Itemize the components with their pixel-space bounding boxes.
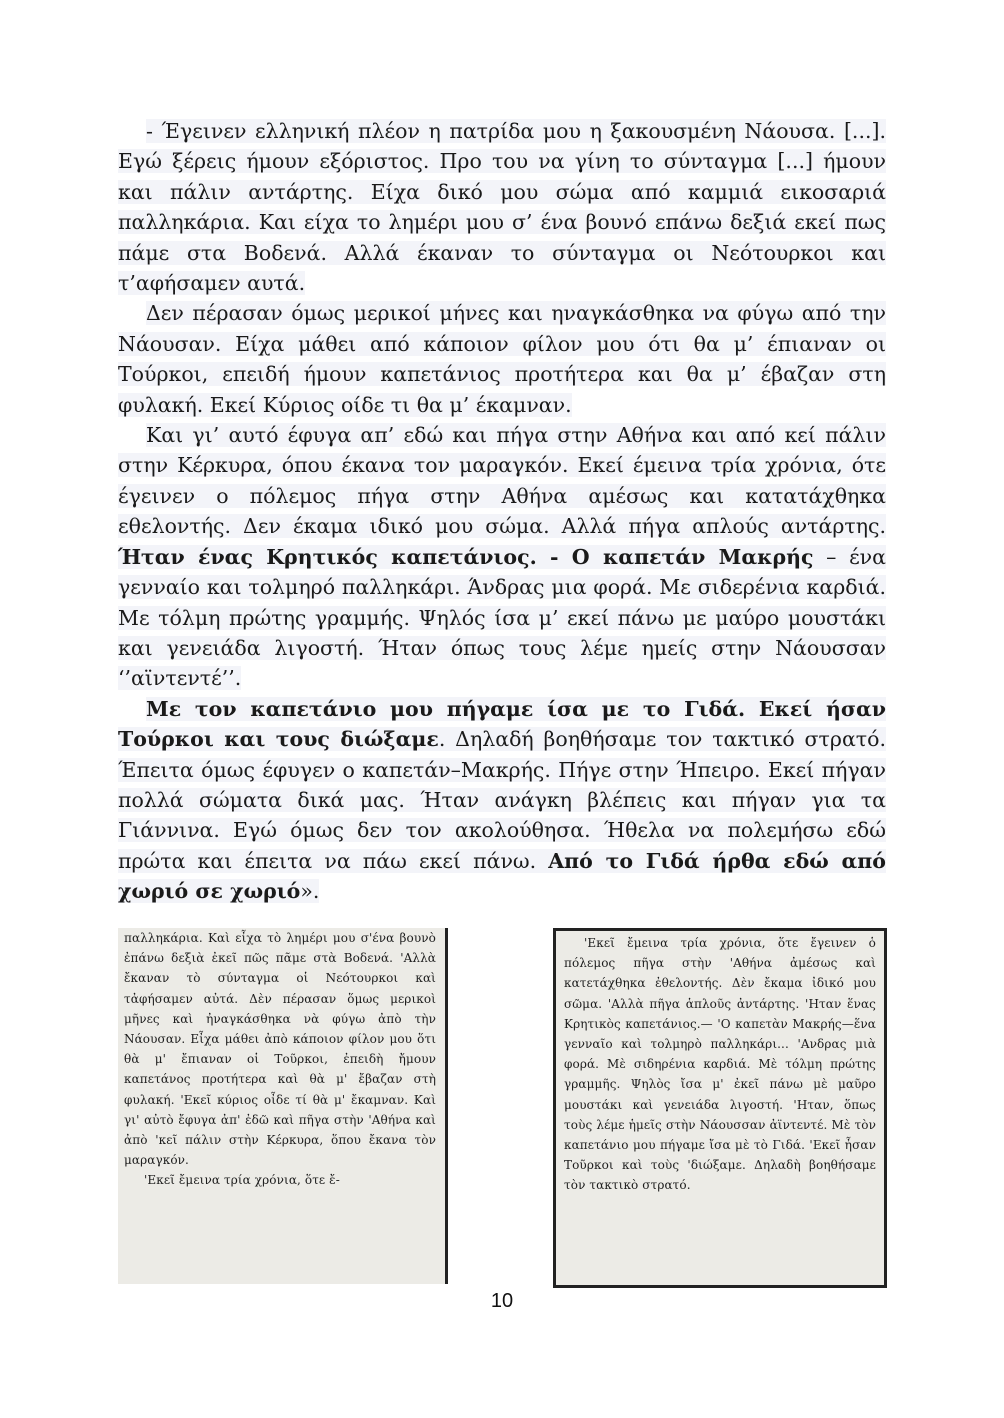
bold-text: Με τον καπετάνιο μου πήγαμε ίσα με το Γιδά. Εκεί ήσαν Τούρκοι και τους διώξαμε [118,696,886,752]
highlighted-text [118,423,886,690]
bold-text: Ήταν ένας Κρητικός καπετάνιος. - Ο καπετάν Μακρής [118,544,814,569]
main-text [118,116,886,907]
text-run: Δεν πέρασαν όμως μερικοί μήνες και ηναγκάσθηκα να φύγω από την Νάουσαν. Είχα μάθει από κάποιον φίλον μου ότι θα μ’ έπιαναν οι Τούρκοι, επειδή ήμουν καπετάνιος προτήτερα και θα μ’ έβαζαν στη φυλακή. Εκεί Κύριος οίδε τι θα μ’ έκαμναν. [118,301,886,417]
page-number: 10 [490,1290,514,1312]
text-run: ». [300,879,320,904]
highlighted-text [118,119,886,295]
newspaper-clipping-left [118,928,448,1284]
paragraph [118,298,886,420]
clipping-left-text-1: παλληκάρια. Καὶ εἶχα τὸ λημέρι μου σ'ένα βουνὸ ἐπάνω δεξιὰ ἐκεῖ πῶς πᾶμε στὰ Βοδενά. 'Αλλὰ ἔκαναν τὸ σύνταγμα οἱ Νεότουρκοι καὶ τἀφήσαμεν αὐτά. Δὲν πέρασαν ὅμως μερικοὶ μῆνες καὶ ἠναγκάσθηκα νὰ φύγω ἀπὸ τὴν Νάουσαν. Εἶχα μάθει ἀπὸ κάποιον φίλον μου ὅτι θὰ μ' ἔπιαναν οἱ Τοῦρκοι, ἐπειδὴ ἤμουν καπετάνος προτήτερα καὶ θὰ μ' ἔβαζαν στὴ φυλακή. 'Εκεῖ κύριος οἶδε τί θὰ μ' ἔκαμναν. Καὶ γι' αὐτὸ ἔφυγα ἀπ' ἐδῶ καὶ πῆγα στὴν 'Αθήνα καὶ ἀπὸ 'κεῖ πάλιν στὴν Κέρκυρα, ὅπου ἔκανα τὸν μαραγκόν. [124,931,436,1168]
text-run: - Έγεινεν ελληνική πλέον η πατρίδα μου η ξακουσμένη Νάουσα. [...]. Εγώ ξέρεις ήμουν εξόριστος. Προ του να γίνη το σύνταγμα [...] ήμουν και πάλιν αντάρτης. Είχα δικό μου σώμα από καμμιά εικοσαριά παλληκάρια. Και είχα το λημέρι μου σ’ ένα βουνό επάνω δεξιά εκεί πως πάμε στα Βοδενά. Αλλά έκαναν το σύνταγμα οι Νεότουρκοι και τ’αφήσαμεν αυτά. [118,119,886,296]
text-run: – ένα γενναίο και τολμηρό παλληκάρι. Άνδρας μια φορά. Με σιδερένια καρδιά. Με τόλμη πρώτης γραμμής. Ψηλός ίσα μ’ εκεί πάνω με μαύρο μουστάκι και γενειάδα λιγοστή. Ήταν όπως τους λέμε ημείς στην Νάουσσαν ‘’αϊντεντέ’’. [118,544,886,691]
column-rule [445,928,448,1284]
highlighted-text [118,301,886,416]
text-run: Και γι’ αυτό έφυγα απ’ εδώ και πήγα στην Αθήνα και από κεί πάλιν στην Κέρκυρα, όπου έκανα τον μαραγκόν. Εκεί έμεινα τρία χρόνια, ότε έγεινεν ο πόλεμος πήγα στην Αθήνα αμέσως και κατατάχθηκα εθελοντής. Δεν έκαμα ιδικό μου σώμα. Αλλά πήγα απλούς αντάρτης. [118,423,886,539]
clipping-left-text-2: 'Εκεῖ ἔμεινα τρία χρόνια, ὅτε ἔ- [144,1173,340,1188]
bold-text: Από το Γιδά ήρθα εδώ από χωριό σε χωριό [118,848,886,904]
text-run: . Δηλαδή βοηθήσαμε τον τακτικό στρατό. Έπειτα όμως έφυγεν ο καπετάν–Μακρής. Πήγε στην Ήπειρο. Εκεί πήγαν πολλά σώματα δικά μας. Ήταν ανάγκη βλέπεις και πήγαν για τα Γιάννινα. Εγώ όμως δεν τον ακολούθησα. Ήθελα να πολεμήσω εδώ πρώτα και έπειτα να πάω εκεί πάνω. [118,727,886,873]
paragraph [118,116,886,298]
clipping-right-text: 'Εκεῖ ἔμεινα τρία χρόνια, ὅτε ἔγεινεν ὁ πόλεμος πῆγα στὴν 'Αθήνα ἀμέσως καὶ κατετάχθηκα ἐθελοντής. Δὲν ἔκαμα ἰδικό μου σῶμα. 'Αλλὰ πῆγα ἁπλοῦς ἀντάρτης. 'Ηταν ἕνας Κρητικὸς καπετάνιος.— 'Ο καπετὰν Μακρής—ἕνα γενναῖο καὶ τολμηρὸ παλληκάρι... 'Ανδρας μιὰ φορά. Μὲ σιδηρένια καρδιά. Μὲ τόλμη πρώτης γραμμῆς. Ψηλὸς ἴσα μ' ἐκεῖ πάνω μὲ μαῦρο μουστάκι καὶ γενειάδα λιγοστή. 'Ηταν, ὅπως τοὺς λέμε ἡμεῖς στὴν Νάουσσαν ἀϊντεντέ. Μὲ τὸν καπετάνιο μου πήγαμε ἴσα μὲ τὸ Γιδά. 'Εκεῖ ἦσαν Τοῦρκοι καὶ τοὺς 'διώξαμε. Δηλαδὴ βοηθήσαμε τὸν τακτικὸ στρατό. [564,936,876,1193]
paragraph [118,694,886,907]
paragraph [118,420,886,694]
highlighted-text [118,697,886,903]
newspaper-clipping-right [553,928,887,1288]
